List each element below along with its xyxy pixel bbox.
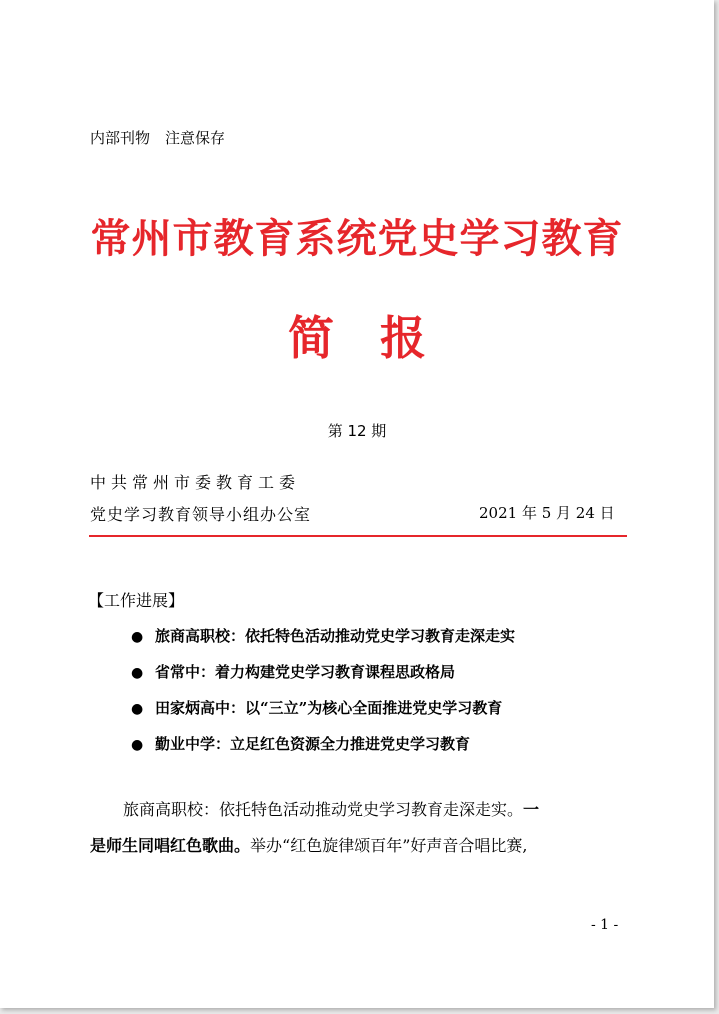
body-paragraph-line-1 xyxy=(123,797,539,820)
internal-note: 内部刊物 注意保存 xyxy=(90,129,226,147)
bullet-icon: ● xyxy=(131,737,144,753)
issue-date: 2021 年 5 月 24 日 xyxy=(479,504,615,522)
toc-item xyxy=(131,697,502,718)
body-text: 旅商高职校：依托特色活动推动党史学习教育走深走实。 xyxy=(123,800,524,819)
toc-item xyxy=(131,661,455,682)
toc-item-text: 省常中：着力构建党史学习教育课程思政格局 xyxy=(155,663,456,681)
bullet-icon: ● xyxy=(131,665,144,681)
toc-item-text: 旅商高职校：依托特色活动推动党史学习教育走深走实 xyxy=(155,627,516,645)
masthead-title: 常州市教育系统党史学习教育 xyxy=(90,215,624,262)
bullet-icon: ● xyxy=(131,629,144,645)
body-bold-text: 一 xyxy=(523,800,540,819)
red-divider xyxy=(89,535,627,537)
body-paragraph-line-2 xyxy=(90,833,527,856)
body-bold-text: 是师生同唱红色歌曲。 xyxy=(90,836,251,855)
masthead-subtitle: 简 报 xyxy=(288,311,426,365)
body-text: 举办“红色旋律颂百年”好声音合唱比赛, xyxy=(250,836,528,855)
toc-item-text: 勤业中学：立足红色资源全力推进党史学习教育 xyxy=(155,735,471,753)
section-title: 【工作进展】 xyxy=(88,591,185,610)
toc-item xyxy=(131,625,515,646)
issuer-line-2: 党史学习教育领导小组办公室 xyxy=(90,505,312,524)
page-number: - 1 - xyxy=(591,917,619,933)
toc-item xyxy=(131,733,470,754)
issuer-line-1: 中共常州市委教育工委 xyxy=(90,473,301,492)
bullet-icon: ● xyxy=(131,701,144,717)
issue-number: 第 12 期 xyxy=(327,422,387,440)
toc-item-text: 田家炳高中：以“三立”为核心全面推进党史学习教育 xyxy=(155,699,503,717)
